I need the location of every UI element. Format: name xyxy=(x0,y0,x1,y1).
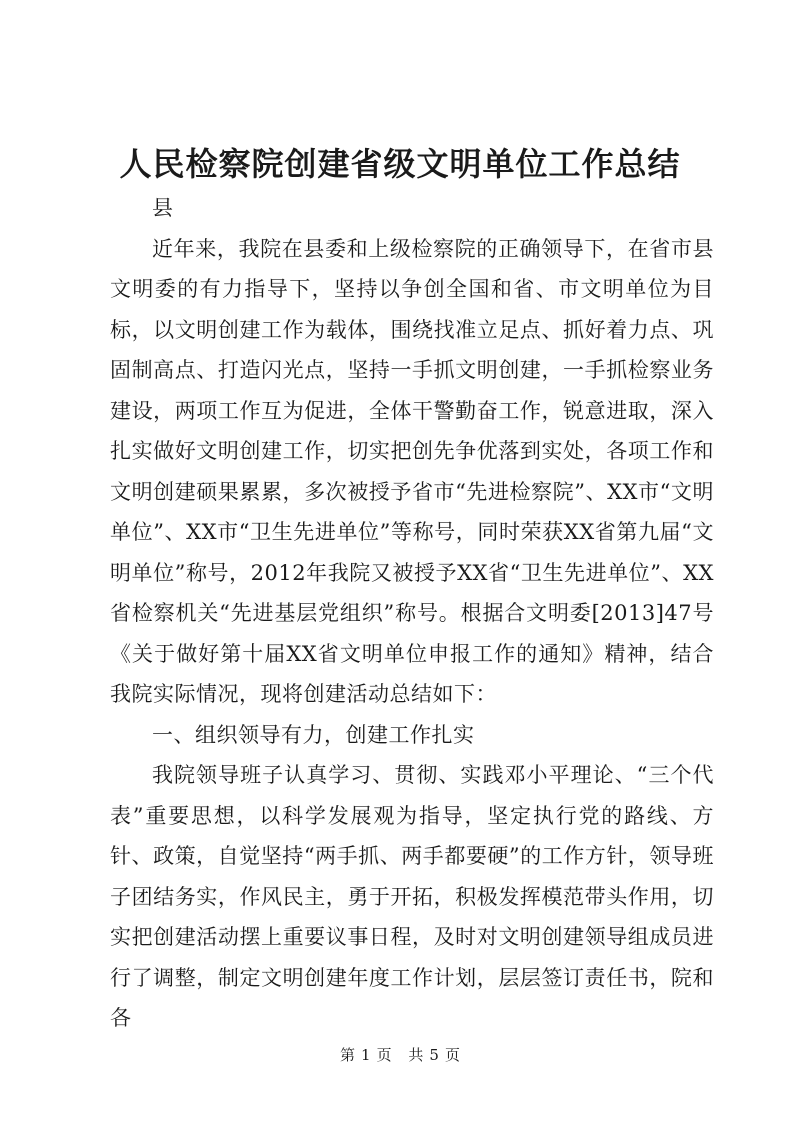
page-footer xyxy=(0,1043,800,1067)
page-total: 共 5 页 xyxy=(408,1046,460,1064)
document-body xyxy=(110,188,714,1039)
document-title: 人民检察院创建省级文明单位工作总结 xyxy=(119,145,681,183)
page-number: 第 1 页 xyxy=(340,1046,392,1064)
section-heading-1: 一、组织领导有力，创建工作扎实 xyxy=(152,722,475,747)
section-paragraph-1: 我院领导班子认真学习、贯彻、实践邓小平理论、“三个代表”重要思想，以科学发展观为指导，坚定执行党的路线、方针、政策，自觉坚持“两手抓、两手都要硬”的工作方针，领导班子团结务实，作风民主，勇于开拓，积极发挥模范带头作用，切实把创建活动摆上重要议事日程，及时对文明创建领导组成员进行了调整，制定文明创建年度工作计划，层层签订责任书，院和各 xyxy=(110,763,714,1030)
county-line: 县 xyxy=(152,196,174,220)
intro-paragraph: 近年来，我院在县委和上级检察院的正确领导下，在省市县文明委的有力指导下，坚持以争创全国和省、市文明单位为目标，以文明创建工作为载体，围绕找准立足点、抓好着力点、巩固制高点、打造闪光点，坚持一手抓文明创建，一手抓检察业务建设，两项工作互为促进，全体干警勤奋工作，锐意进取，深入扎实做好文明创建工作，切实把创先争优落到实处，各项工作和文明创建硕果累累，多次被授予省市“先进检察院”、XX市“文明单位”、XX市“卫生先进单位”等称号，同时荣获XX省第九届“文明单位”称号，2012年我院又被授予XX省“卫生先进单位”、XX省检察机关“先进基层党组织”称号。根据合文明委[2013]47号《关于做好第十届XX省文明单位申报工作的通知》精神，结合我院实际情况，现将创建活动总结如下： xyxy=(110,236,714,706)
